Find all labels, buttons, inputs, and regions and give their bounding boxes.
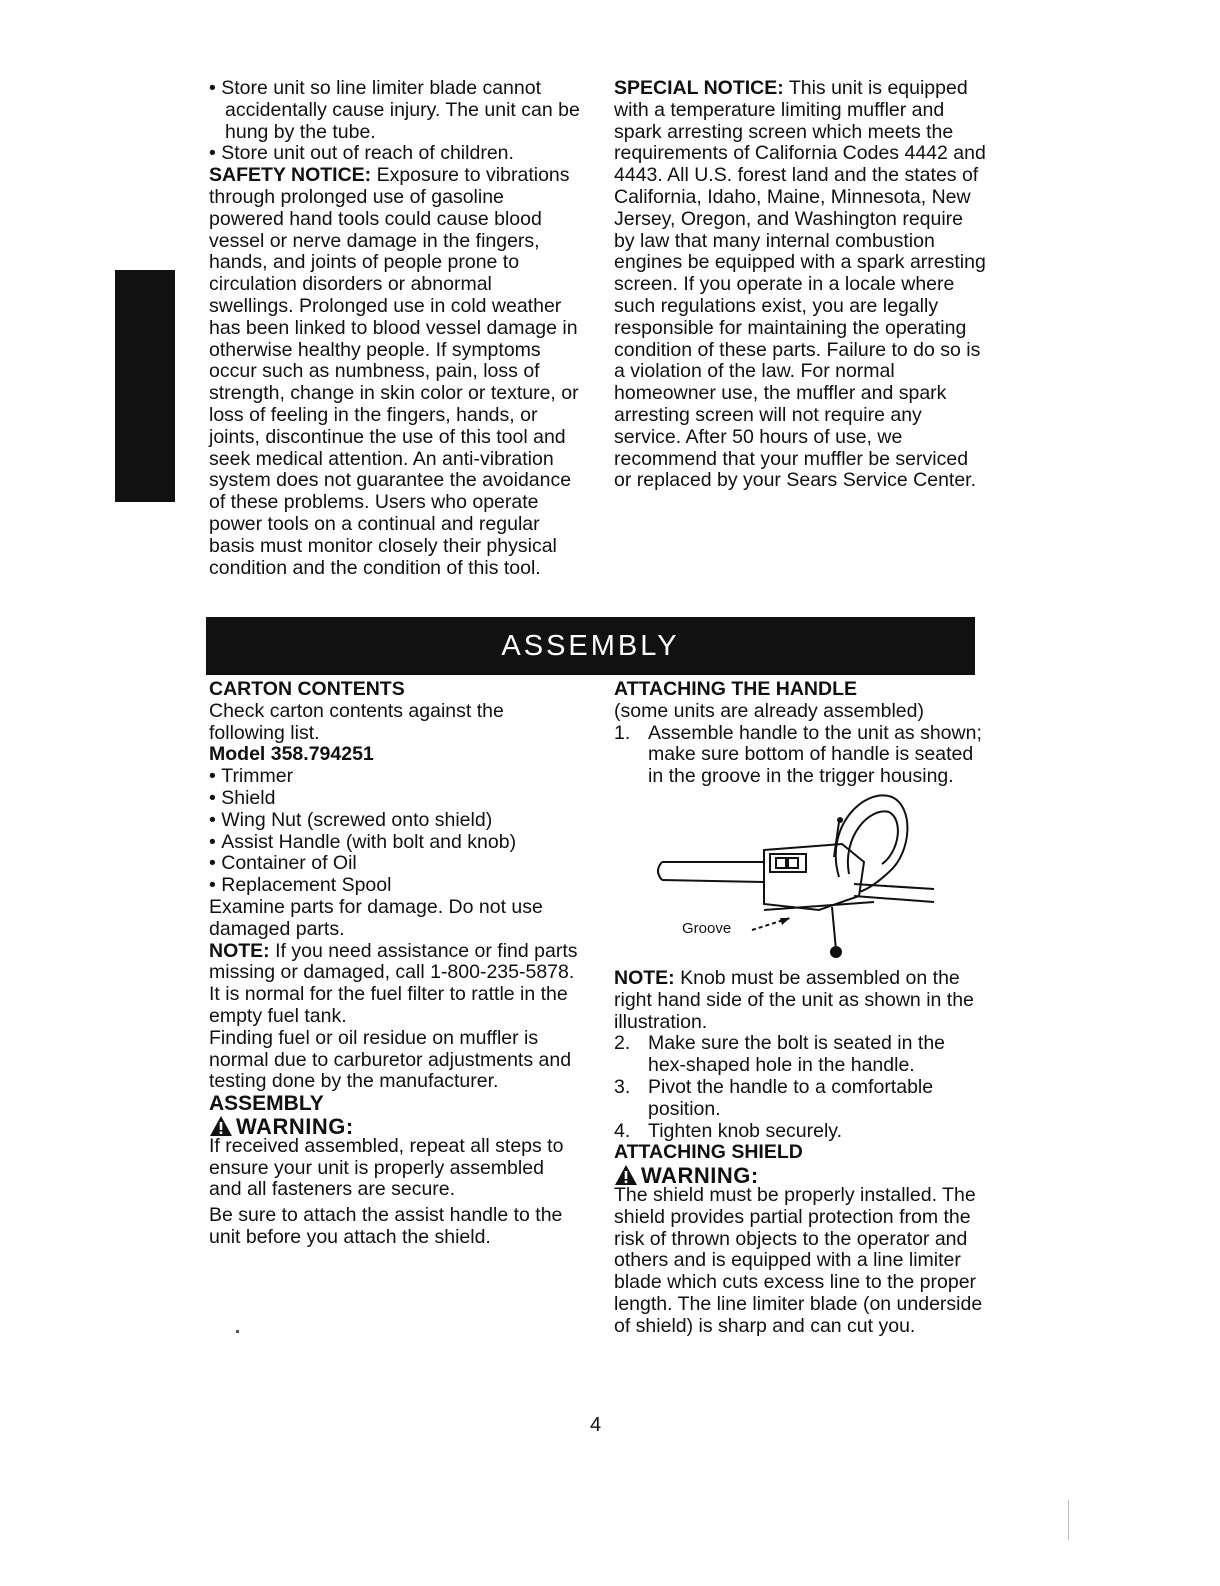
knob-note bbox=[614, 968, 986, 1033]
residue-text: Finding fuel or oil residue on muffler is normal due to carburetor adjustments and testing done by the manufacturer. bbox=[209, 1026, 572, 1093]
note-label: NOTE: bbox=[209, 939, 270, 962]
list-item: • Trimmer bbox=[209, 765, 294, 788]
safety-notice-text: Exposure to vibrations through prolonged use of gasoline powered hand tools could cause blood vessel or nerve damage in the fingers, hands, and joints of people prone to circulation disorders or abnormal swellings. Prolonged use in cold weather has been linked to blood vessel damage in otherwise healthy people. If symptoms occur such as numbness, pain, loss of strength, change in skin color or texture, or loss of feeling in the fingers, hands, or joints, discontinue the use of this tool and seek medical attention. An anti-vibration system does not guarantee the avoidance of these problems. Users who operate power tools on a continual and regular basis must monitor closely their physical condition and the condition of this tool. bbox=[209, 164, 579, 579]
list-item: • Container of Oil bbox=[209, 852, 357, 875]
note-text: If you need assistance or find parts missing or damaged, call 1-800-235-5878. bbox=[209, 939, 578, 984]
list-item: • Assist Handle (with bolt and knob) bbox=[209, 830, 517, 853]
handle-step-3: 3. Pivot the handle to a comfortable position. bbox=[614, 1075, 934, 1120]
examine-parts-text: Examine parts for damage. Do not use damaged parts. bbox=[209, 895, 543, 940]
special-notice bbox=[614, 78, 986, 492]
warning-label: WARNING: bbox=[236, 1113, 354, 1139]
attach-handle-first-text: Be sure to attach the assist handle to the unit before you attach the shield. bbox=[209, 1204, 563, 1248]
carton-contents-heading: CARTON CONTENTS bbox=[209, 678, 405, 700]
note-text: Knob must be assembled on the right hand side of the unit as shown in the illustration. bbox=[614, 966, 974, 1033]
model-number: Model 358.794251 bbox=[209, 743, 374, 766]
assembly-heading: ASSEMBLY bbox=[209, 1092, 324, 1116]
safety-notice-label: SAFETY NOTICE: bbox=[209, 164, 372, 187]
handle-step-4: 4. Tighten knob securely. bbox=[614, 1119, 843, 1142]
side-tab-marker bbox=[115, 270, 175, 502]
handle-step-1: 1. Assemble handle to the unit as shown; make sure bottom of handle is seated in the groove in the trigger housing. bbox=[614, 721, 982, 788]
attaching-handle-subheading: (some units are already assembled) bbox=[614, 699, 924, 722]
bullet-store-children: • Store unit out of reach of children. bbox=[209, 142, 514, 165]
handle-assembly-illustration bbox=[614, 792, 954, 962]
list-item: • Shield bbox=[209, 786, 276, 809]
warning-icon bbox=[209, 1115, 233, 1137]
attaching-handle-heading: ATTACHING THE HANDLE bbox=[614, 678, 858, 700]
assembly-warning-text: If received assembled, repeat all steps to ensure your unit is properly assembled and all fasteners are secure. bbox=[209, 1134, 564, 1201]
bottom-left-column bbox=[209, 679, 581, 1249]
shield-warning-text: The shield must be properly installed. The shield provides partial protection from the risk of thrown objects to the operator and others and is equipped with a line limiter blade which cuts excess line to the proper length. The line limiter blade (on underside of shield) is sharp and can cut you. bbox=[614, 1183, 983, 1337]
list-item: • Wing Nut (screwed onto shield) bbox=[209, 808, 493, 831]
warning-icon bbox=[614, 1164, 638, 1186]
scan-speck bbox=[236, 1330, 239, 1333]
groove-label: Groove bbox=[682, 919, 732, 937]
assistance-note bbox=[209, 941, 581, 985]
assembly-section-banner: ASSEMBLY bbox=[206, 617, 975, 675]
safety-notice bbox=[209, 165, 581, 579]
note-label: NOTE: bbox=[614, 966, 675, 989]
top-right-column bbox=[614, 78, 986, 492]
attaching-shield-heading: ATTACHING SHIELD bbox=[614, 1141, 803, 1164]
trimmer-handle-drawing bbox=[614, 792, 954, 962]
handle-step-2: 2. Make sure the bolt is seated in the hex-shaped hole in the handle. bbox=[614, 1032, 946, 1077]
bottom-right-column bbox=[614, 679, 986, 1338]
page-number: 4 bbox=[590, 1414, 602, 1436]
carton-intro: Check carton contents against the following list. bbox=[209, 699, 504, 744]
special-notice-text: This unit is equipped with a temperature limiting muffler and spark arresting screen which meets the requirements of California Codes 4442 and 4443. All U.S. forest land and the states of California, Idaho, Maine, Minnesota, New Jersey, Oregon, and Washington require by law that many internal combustion engines be equipped with a spark arresting screen. If you operate in a locale where such regulations exist, you are legally responsible for maintaining the operating condition of these parts. Failure to do so is a violation of the law. For normal homeowner use, the muffler and spark arresting screen will not require any service. After 50 hours of use, we recommend that your muffler be serviced or replaced by your Sears Service Center. bbox=[614, 77, 986, 492]
special-notice-label: SPECIAL NOTICE: bbox=[614, 77, 784, 99]
fuel-filter-text: It is normal for the fuel filter to rattle in the empty fuel tank. bbox=[209, 983, 568, 1027]
scan-speck bbox=[1068, 1500, 1069, 1540]
warning-label: WARNING: bbox=[641, 1163, 759, 1189]
bullet-store-blade: • Store unit so line limiter blade cannot accidentally cause injury. The unit can be hung by the tube. bbox=[209, 77, 580, 143]
top-left-column bbox=[209, 78, 581, 579]
list-item: • Replacement Spool bbox=[209, 874, 392, 897]
